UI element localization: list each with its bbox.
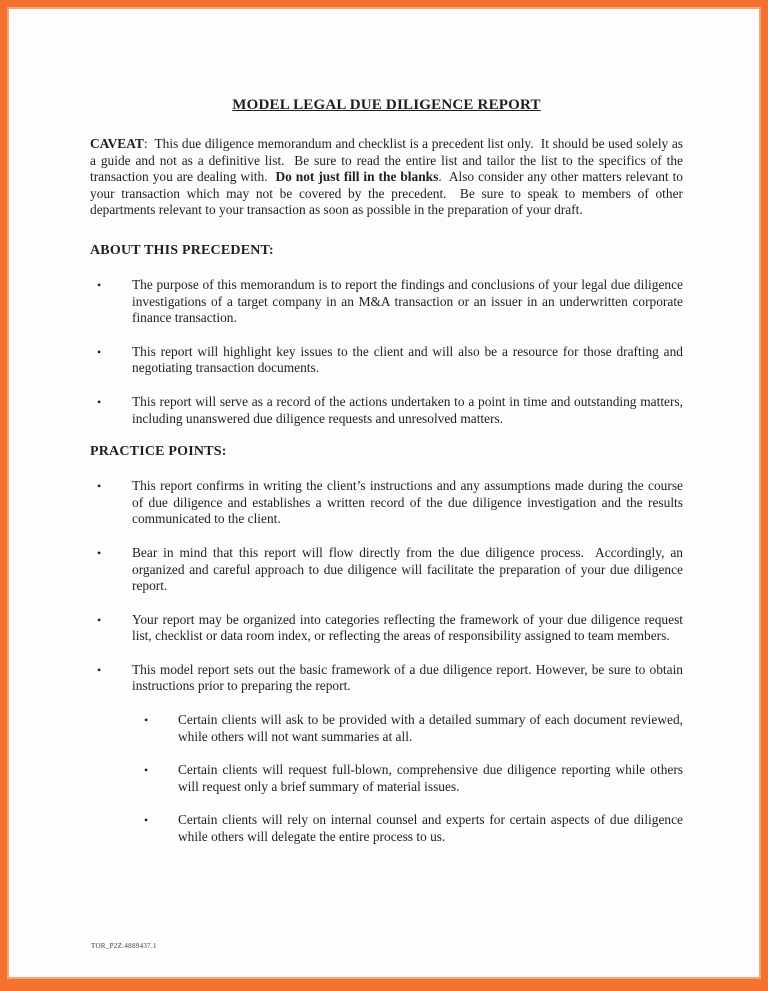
- bullet-icon: •: [97, 479, 102, 494]
- page-title: MODEL LEGAL DUE DILIGENCE REPORT: [232, 97, 541, 113]
- bullet-item: [90, 343, 687, 377]
- bullet-item: [90, 478, 687, 528]
- document-content: [9, 9, 759, 846]
- bullet-icon: •: [97, 394, 102, 409]
- bullet-item: [90, 544, 687, 595]
- sub-bullet-text: Certain clients will rely on internal counsel and experts for certain aspects of due diligence while others will delegate the entire process to us.: [178, 812, 687, 845]
- bullet-item: [90, 611, 687, 645]
- section-heading-about-this-precedent: ABOUT THIS PRECEDENT:: [90, 242, 274, 258]
- doc-id-footer: TOR_P2Z:4889437.1: [91, 942, 157, 950]
- bullet-item: [90, 276, 687, 327]
- bullet-text: The purpose of this memorandum is to report the findings and conclusions of your legal due diligence investigations of a target company in an M&A transaction or an issuer in an underwritten corporate finance transaction.: [132, 276, 687, 326]
- bullet-icon: •: [97, 612, 102, 627]
- bullet-text: Bear in mind that this report will flow directly from the due diligence process. Accordingly, an organized and careful approach to due diligence will facilitate the preparation of your due diligence report.: [132, 544, 687, 594]
- document-sheet: [7, 7, 761, 979]
- caveat-body-2: . Also consider any other matters relevant to your transaction which may not be covered by the precedent. Be sure to speak to members of other departments relevant to your transaction as soon as possible in the preparation of your draft.: [90, 169, 687, 218]
- bullet-icon: •: [97, 344, 102, 359]
- bullet-item: [90, 661, 687, 695]
- sub-bullet-item: [90, 762, 687, 795]
- caveat-bold-phrase: Do not just fill in the blanks: [275, 169, 439, 185]
- caveat-paragraph: [90, 136, 687, 219]
- bullet-icon: •: [144, 763, 149, 778]
- bullet-icon: •: [97, 545, 102, 560]
- bullet-text: This model report sets out the basic framework of a due diligence report. However, be sure to obtain instructions prior to preparing the report.: [132, 661, 687, 694]
- bullet-item: [90, 393, 687, 427]
- caveat-label: CAVEAT: [90, 136, 144, 151]
- bullet-icon: •: [97, 662, 102, 677]
- section-heading-practice-points: PRACTICE POINTS:: [90, 444, 227, 460]
- bullet-icon: •: [144, 713, 149, 728]
- sub-bullet-text: Certain clients will request full-blown, comprehensive due diligence reporting while others will request only a brief summary of material issues.: [178, 762, 687, 794]
- sub-bullet-item: [90, 712, 687, 745]
- bullet-text: This report will highlight key issues to the client and will also be a resource for those drafting and negotiating transaction documents.: [132, 343, 687, 376]
- bullet-icon: •: [97, 277, 102, 292]
- sub-bullet-text: Certain clients will ask to be provided with a detailed summary of each document reviewed, while others will not want summaries at all.: [178, 712, 687, 744]
- bullet-text: Your report may be organized into categories reflecting the framework of your due diligence request list, checklist or data room index, or reflecting the areas of responsibility assigned to team members.: [132, 611, 687, 644]
- bullet-text: This report confirms in writing the client’s instructions and any assumptions made during the course of due diligence and establishes a written record of the due diligence investigation and the results communicated to the client.: [132, 478, 687, 527]
- sub-bullet-item: [90, 812, 687, 845]
- caveat-body-1: : This due diligence memorandum and checklist is a precedent list only. It should be used solely as a guide and not as a definitive list. Be sure to read the entire list and tailor the list to the specifics of the transaction you are dealing with.: [90, 136, 687, 185]
- bullet-icon: •: [144, 813, 149, 828]
- bullet-text: This report will serve as a record of the actions undertaken to a point in time and outstanding matters, including unanswered due diligence requests and unresolved matters.: [132, 393, 687, 426]
